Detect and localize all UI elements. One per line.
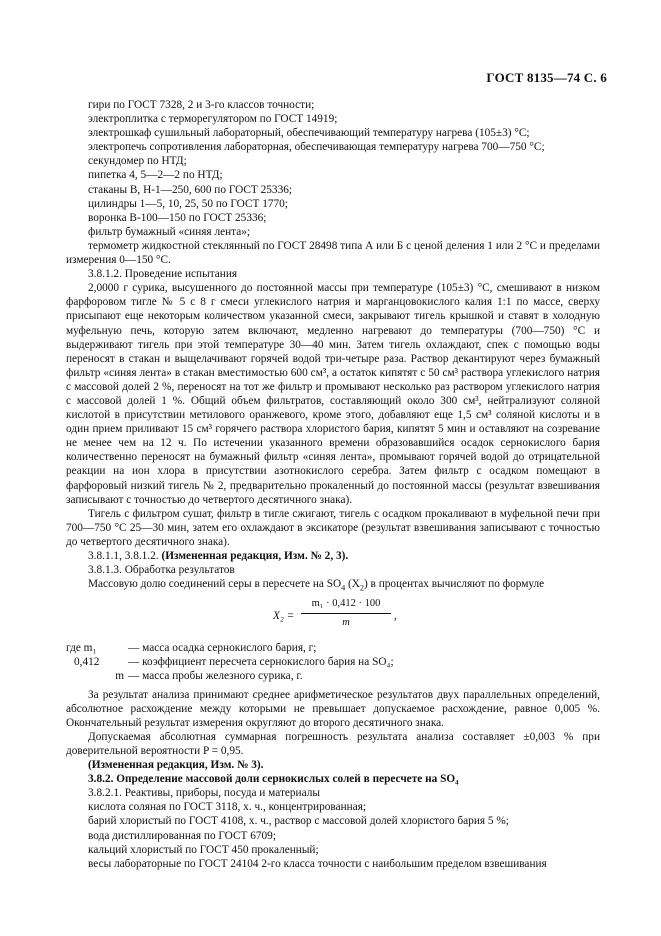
list-item: барий хлористый по ГОСТ 4108, х. ч., раствор с массовой долей хлористого бария 5 %;	[88, 815, 509, 828]
amendment-note	[88, 549, 600, 563]
list-item: вода дистиллированная по ГОСТ 6709;	[88, 829, 276, 842]
list-item: стаканы В, Н-1—250, 600 по ГОСТ 25336;	[88, 183, 293, 196]
thermometer-item: термометр жидкостной стеклянный по ГОСТ 28498 типа А или Б с ценой деления 1 или 2 °С и пределами измерения 0—150 °С.	[66, 239, 600, 267]
legend-row	[66, 641, 600, 655]
error-paragraph: Допускаемая абсолютная суммарная погрешность результата анализа составляет ±0,003 % при доверительной вероятности P = 0,95.	[66, 730, 600, 757]
legend-row	[66, 655, 600, 669]
amendment-text: (Измененная редакция, Изм. № 2, 3).	[161, 550, 349, 562]
formula-denominator: m	[342, 617, 350, 629]
list-item: электрошкаф сушильный лабораторный, обеспечивающий температуру нагрева (105±3) °С;	[88, 127, 530, 140]
section-title-3821: 3.8.2.1. Реактивы, приборы, посуда и материалы	[88, 787, 320, 800]
legend-symbol: где m₁	[66, 642, 97, 655]
formula-intro	[88, 577, 600, 591]
procedure-paragraph-2: Тигель с фильтром сушат, фильтр в тигле сжигают, тигель с осадком прокаливают в муфельной печи при 700—750 °С 25—30 мин, затем его охлаждают в эксикаторе (результат взвешивания записывают с точностью до четвертого десятичного знака).	[66, 507, 600, 548]
list-item: секундомер по НТД;	[88, 155, 187, 168]
formula-tail: ,	[394, 610, 397, 623]
legend-text: — масса осадка сернокислого бария, г;	[128, 642, 317, 655]
list-item: фильтр бумажный «синяя лента»;	[88, 225, 251, 238]
legend-symbol: m	[115, 670, 124, 683]
procedure-paragraph: 2,0000 г сурика, высушенного до постоянной массы при температуре (105±3) °С, смешивают в низком фарфоровом тигле № 5 с 8 г смеси углекислого натрия и марганцовокислого калия 1:1 по массе, сверху присыпают еще некоторым количеством указанной смеси, закрывают тигель крышкой и ставят в холодную муфельную печь, которую затем включают, медленно нагревают до температуры (700—750) °С и выдерживают тигель при этой температуре 30—40 мин. Затем тигель охлаждают, спек с помощью воды переносят в стакан и выщелачивают горячей водой три-четыре раза. Раствор декантируют через бумажный фильтр «синяя лента» в стакан вместимостью 600 см³, а остаток кипятят с 50 см³ раствора углекислого натрия с массовой долей 2 %, переносят на тот же фильтр и промывают несколько раз раствором углекислого натрия с массовой долей 1 %. Общий объем фильтратов, составляющий около 300 см³, нейтрализуют соляной кислотой в присутствии метилового оранжевого, кроме этого, добавляют еще 1,5 см³ соляной кислоты и в один прием приливают 15 см³ горячего раствора хлористого бария, кипятят 5 мин и оставляют на созревание не менее чем на 12 ч. По истечении указанного времени образовавшийся осадок сернокислого бария количественно переносят на бумажный фильтр «синяя лента», промывают горячей водой до отрицательной реакции на ион хлора в присутствии азотнокислого серебра. Затем фильтр с осадком помещают в фарфоровый низкий тигель № 2, предварительно прокаленный до постоянной массы (результат взвешивания записывают с точностью до четвертого десятичного знака).	[66, 282, 600, 506]
formula-fraction	[301, 597, 391, 630]
intro-sub-2: 2	[359, 583, 364, 593]
list-item: весы лабораторные по ГОСТ 24104 2-го класса точности с наибольшим пределом взвешивания	[88, 857, 547, 870]
legend-symbol: 0,412	[74, 656, 100, 669]
document-body	[66, 98, 600, 871]
formula-legend	[66, 641, 600, 683]
list-item: цилиндры 1—5, 10, 25, 50 по ГОСТ 1770;	[88, 197, 288, 210]
section-title: 3.8.1.3. Обработка результатов	[88, 564, 235, 577]
amendment-ref: 3.8.1.1, 3.8.1.2.	[88, 550, 159, 562]
page-header-ref: ГОСТ 8135—74 С. 6	[486, 70, 607, 85]
intro-text-b: (X	[345, 578, 360, 591]
legend-row	[66, 669, 600, 683]
formula	[88, 597, 600, 637]
formula-lhs: X₂ =	[273, 610, 295, 623]
formula-numerator: m₁ · 0,412 · 100	[301, 597, 391, 614]
result-paragraph: За результат анализа принимают среднее арифметическое результатов двух параллельных определений, абсолютное расхождение между которыми не превышает допускаемое расхождение, равное 0,005 %. Окончательный результат измерения округляют до второго десятичного знака.	[66, 688, 600, 729]
section-title: 3.8.1.2. Проведение испытания	[88, 268, 238, 281]
list-item: гири по ГОСТ 7328, 2 и 3-го классов точности;	[88, 99, 315, 111]
list-item: кислота соляная по ГОСТ 3118, х. ч., концентрированная;	[88, 801, 367, 814]
list-item: электроплитка с терморегулятором по ГОСТ 14919;	[88, 113, 338, 126]
intro-text-c: ) в процентах вычисляют по формуле	[363, 578, 545, 591]
section-title-382: 3.8.2. Определение массовой доли сернокислых солей в пересчете на SO₄	[88, 773, 459, 786]
intro-sub: 4	[341, 583, 346, 593]
intro-text: Массовую долю соединений серы в пересчете на SO	[88, 578, 342, 591]
list-item: воронка В-100—150 по ГОСТ 25336;	[88, 211, 267, 224]
legend-text: — коэффициент пересчета сернокислого бария на SO₄;	[128, 656, 394, 669]
list-item: кальций хлористый по ГОСТ 450 прокаленный;	[88, 843, 319, 856]
list-item: электропечь сопротивления лабораторная, обеспечивающая температуру нагрева 700—750 °С;	[88, 141, 545, 154]
amendment-text-2: (Измененная редакция, Изм. № 3).	[88, 759, 264, 772]
legend-text: — масса пробы железного сурика, г.	[128, 670, 303, 683]
list-item: пипетка 4, 5—2—2 по НТД;	[88, 169, 223, 182]
